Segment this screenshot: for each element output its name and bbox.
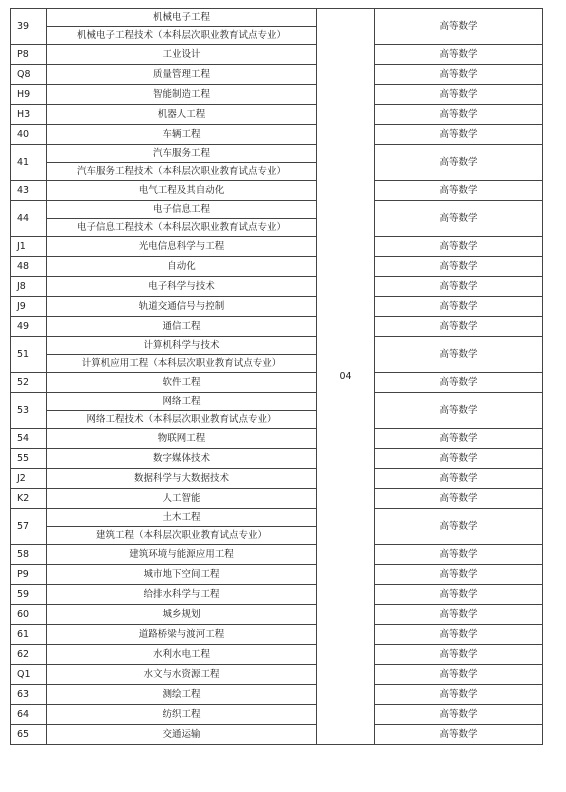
table-row bbox=[11, 489, 543, 509]
major-name-cell: 通信工程 bbox=[47, 317, 317, 337]
major-name-cell: 人工智能 bbox=[47, 489, 317, 509]
exam-subject-cell: 高等数学 bbox=[375, 65, 543, 85]
major-code-cell: 65 bbox=[11, 725, 47, 745]
major-name-cell: 交通运输 bbox=[47, 725, 317, 745]
major-name-cell: 自动化 bbox=[47, 257, 317, 277]
major-code-cell: J1 bbox=[11, 237, 47, 257]
exam-subject-cell: 高等数学 bbox=[375, 645, 543, 665]
major-code-cell: 49 bbox=[11, 317, 47, 337]
table-row bbox=[11, 545, 543, 565]
major-code-cell: 58 bbox=[11, 545, 47, 565]
major-code-cell: J9 bbox=[11, 297, 47, 317]
major-subject-table bbox=[10, 8, 543, 745]
major-name-cell: 软件工程 bbox=[47, 373, 317, 393]
exam-subject-cell: 高等数学 bbox=[375, 469, 543, 489]
major-name-cell: 光电信息科学与工程 bbox=[47, 237, 317, 257]
table-row bbox=[11, 449, 543, 469]
major-code-cell: 59 bbox=[11, 585, 47, 605]
major-name-cell: 道路桥梁与渡河工程 bbox=[47, 625, 317, 645]
exam-subject-cell: 高等数学 bbox=[375, 449, 543, 469]
table-row bbox=[11, 625, 543, 645]
major-name-cell: 建筑工程（本科层次职业教育试点专业） bbox=[47, 527, 317, 545]
exam-subject-cell: 高等数学 bbox=[375, 145, 543, 181]
table-row bbox=[11, 469, 543, 489]
major-name-cell: 建筑环境与能源应用工程 bbox=[47, 545, 317, 565]
major-name-cell: 土木工程 bbox=[47, 509, 317, 527]
table-body bbox=[11, 9, 543, 745]
table-row bbox=[11, 509, 543, 527]
exam-subject-cell: 高等数学 bbox=[375, 257, 543, 277]
exam-subject-cell: 高等数学 bbox=[375, 625, 543, 645]
major-code-cell: Q1 bbox=[11, 665, 47, 685]
major-name-cell: 电子信息工程 bbox=[47, 201, 317, 219]
exam-subject-cell: 高等数学 bbox=[375, 297, 543, 317]
exam-subject-cell: 高等数学 bbox=[375, 125, 543, 145]
major-code-cell: 57 bbox=[11, 509, 47, 545]
table-row bbox=[11, 45, 543, 65]
major-name-cell: 城市地下空间工程 bbox=[47, 565, 317, 585]
major-name-cell: 汽车服务工程技术（本科层次职业教育试点专业） bbox=[47, 163, 317, 181]
table-row bbox=[11, 725, 543, 745]
exam-subject-cell: 高等数学 bbox=[375, 393, 543, 429]
table-row bbox=[11, 65, 543, 85]
major-name-cell: 机械电子工程 bbox=[47, 9, 317, 27]
exam-subject-cell: 高等数学 bbox=[375, 85, 543, 105]
table-row bbox=[11, 277, 543, 297]
major-code-cell: 55 bbox=[11, 449, 47, 469]
major-name-cell: 给排水科学与工程 bbox=[47, 585, 317, 605]
exam-subject-cell: 高等数学 bbox=[375, 665, 543, 685]
major-code-cell: 62 bbox=[11, 645, 47, 665]
major-code-cell: P8 bbox=[11, 45, 47, 65]
major-name-cell: 电子科学与技术 bbox=[47, 277, 317, 297]
major-code-cell: 64 bbox=[11, 705, 47, 725]
major-code-cell: 54 bbox=[11, 429, 47, 449]
table-row bbox=[11, 145, 543, 163]
table-row bbox=[11, 237, 543, 257]
table-row bbox=[11, 429, 543, 449]
major-name-cell: 汽车服务工程 bbox=[47, 145, 317, 163]
category-code-cell: 04 bbox=[317, 9, 375, 745]
table-row bbox=[11, 393, 543, 411]
major-code-cell: P9 bbox=[11, 565, 47, 585]
major-name-cell: 物联网工程 bbox=[47, 429, 317, 449]
exam-subject-cell: 高等数学 bbox=[375, 509, 543, 545]
major-code-cell: 60 bbox=[11, 605, 47, 625]
major-name-cell: 城乡规划 bbox=[47, 605, 317, 625]
major-code-cell: H3 bbox=[11, 105, 47, 125]
major-code-cell: 61 bbox=[11, 625, 47, 645]
exam-subject-cell: 高等数学 bbox=[375, 277, 543, 297]
table-row bbox=[11, 685, 543, 705]
table-row bbox=[11, 705, 543, 725]
exam-subject-cell: 高等数学 bbox=[375, 725, 543, 745]
major-name-cell: 电子信息工程技术（本科层次职业教育试点专业） bbox=[47, 219, 317, 237]
major-name-cell: 质量管理工程 bbox=[47, 65, 317, 85]
table-row bbox=[11, 201, 543, 219]
major-code-cell: 44 bbox=[11, 201, 47, 237]
major-name-cell: 数据科学与大数据技术 bbox=[47, 469, 317, 489]
table-row bbox=[11, 125, 543, 145]
major-name-cell: 工业设计 bbox=[47, 45, 317, 65]
major-name-cell: 计算机应用工程（本科层次职业教育试点专业） bbox=[47, 355, 317, 373]
exam-subject-cell: 高等数学 bbox=[375, 585, 543, 605]
major-code-cell: 52 bbox=[11, 373, 47, 393]
major-name-cell: 机器人工程 bbox=[47, 105, 317, 125]
major-code-cell: J2 bbox=[11, 469, 47, 489]
table-row bbox=[11, 585, 543, 605]
exam-subject-cell: 高等数学 bbox=[375, 181, 543, 201]
major-name-cell: 计算机科学与技术 bbox=[47, 337, 317, 355]
major-name-cell: 智能制造工程 bbox=[47, 85, 317, 105]
exam-subject-cell: 高等数学 bbox=[375, 237, 543, 257]
exam-subject-cell: 高等数学 bbox=[375, 45, 543, 65]
major-name-cell: 机械电子工程技术（本科层次职业教育试点专业） bbox=[47, 27, 317, 45]
table-row bbox=[11, 297, 543, 317]
major-code-cell: 51 bbox=[11, 337, 47, 373]
table-row bbox=[11, 257, 543, 277]
table-row bbox=[11, 9, 543, 27]
major-name-cell: 网络工程 bbox=[47, 393, 317, 411]
major-code-cell: 48 bbox=[11, 257, 47, 277]
exam-subject-cell: 高等数学 bbox=[375, 201, 543, 237]
exam-subject-cell: 高等数学 bbox=[375, 545, 543, 565]
exam-subject-cell: 高等数学 bbox=[375, 685, 543, 705]
major-code-cell: 63 bbox=[11, 685, 47, 705]
table-row bbox=[11, 317, 543, 337]
exam-subject-cell: 高等数学 bbox=[375, 565, 543, 585]
major-name-cell: 网络工程技术（本科层次职业教育试点专业） bbox=[47, 411, 317, 429]
exam-subject-cell: 高等数学 bbox=[375, 337, 543, 373]
major-code-cell: J8 bbox=[11, 277, 47, 297]
exam-subject-cell: 高等数学 bbox=[375, 9, 543, 45]
table-row bbox=[11, 373, 543, 393]
major-name-cell: 电气工程及其自动化 bbox=[47, 181, 317, 201]
major-code-cell: 41 bbox=[11, 145, 47, 181]
table-row bbox=[11, 181, 543, 201]
major-code-cell: 40 bbox=[11, 125, 47, 145]
major-code-cell: 39 bbox=[11, 9, 47, 45]
major-code-cell: 43 bbox=[11, 181, 47, 201]
exam-subject-cell: 高等数学 bbox=[375, 105, 543, 125]
major-name-cell: 车辆工程 bbox=[47, 125, 317, 145]
exam-subject-cell: 高等数学 bbox=[375, 373, 543, 393]
table-row bbox=[11, 645, 543, 665]
exam-subject-cell: 高等数学 bbox=[375, 605, 543, 625]
table-row bbox=[11, 565, 543, 585]
exam-subject-cell: 高等数学 bbox=[375, 489, 543, 509]
major-name-cell: 纺织工程 bbox=[47, 705, 317, 725]
exam-subject-cell: 高等数学 bbox=[375, 705, 543, 725]
table-row bbox=[11, 337, 543, 355]
exam-subject-cell: 高等数学 bbox=[375, 429, 543, 449]
major-code-cell: 53 bbox=[11, 393, 47, 429]
table-row bbox=[11, 665, 543, 685]
table-row bbox=[11, 605, 543, 625]
major-code-cell: K2 bbox=[11, 489, 47, 509]
major-name-cell: 轨道交通信号与控制 bbox=[47, 297, 317, 317]
major-name-cell: 测绘工程 bbox=[47, 685, 317, 705]
major-name-cell: 水利水电工程 bbox=[47, 645, 317, 665]
table-row bbox=[11, 105, 543, 125]
major-name-cell: 数字媒体技术 bbox=[47, 449, 317, 469]
major-code-cell: Q8 bbox=[11, 65, 47, 85]
exam-subject-cell: 高等数学 bbox=[375, 317, 543, 337]
major-code-cell: H9 bbox=[11, 85, 47, 105]
major-name-cell: 水文与水资源工程 bbox=[47, 665, 317, 685]
table-row bbox=[11, 85, 543, 105]
